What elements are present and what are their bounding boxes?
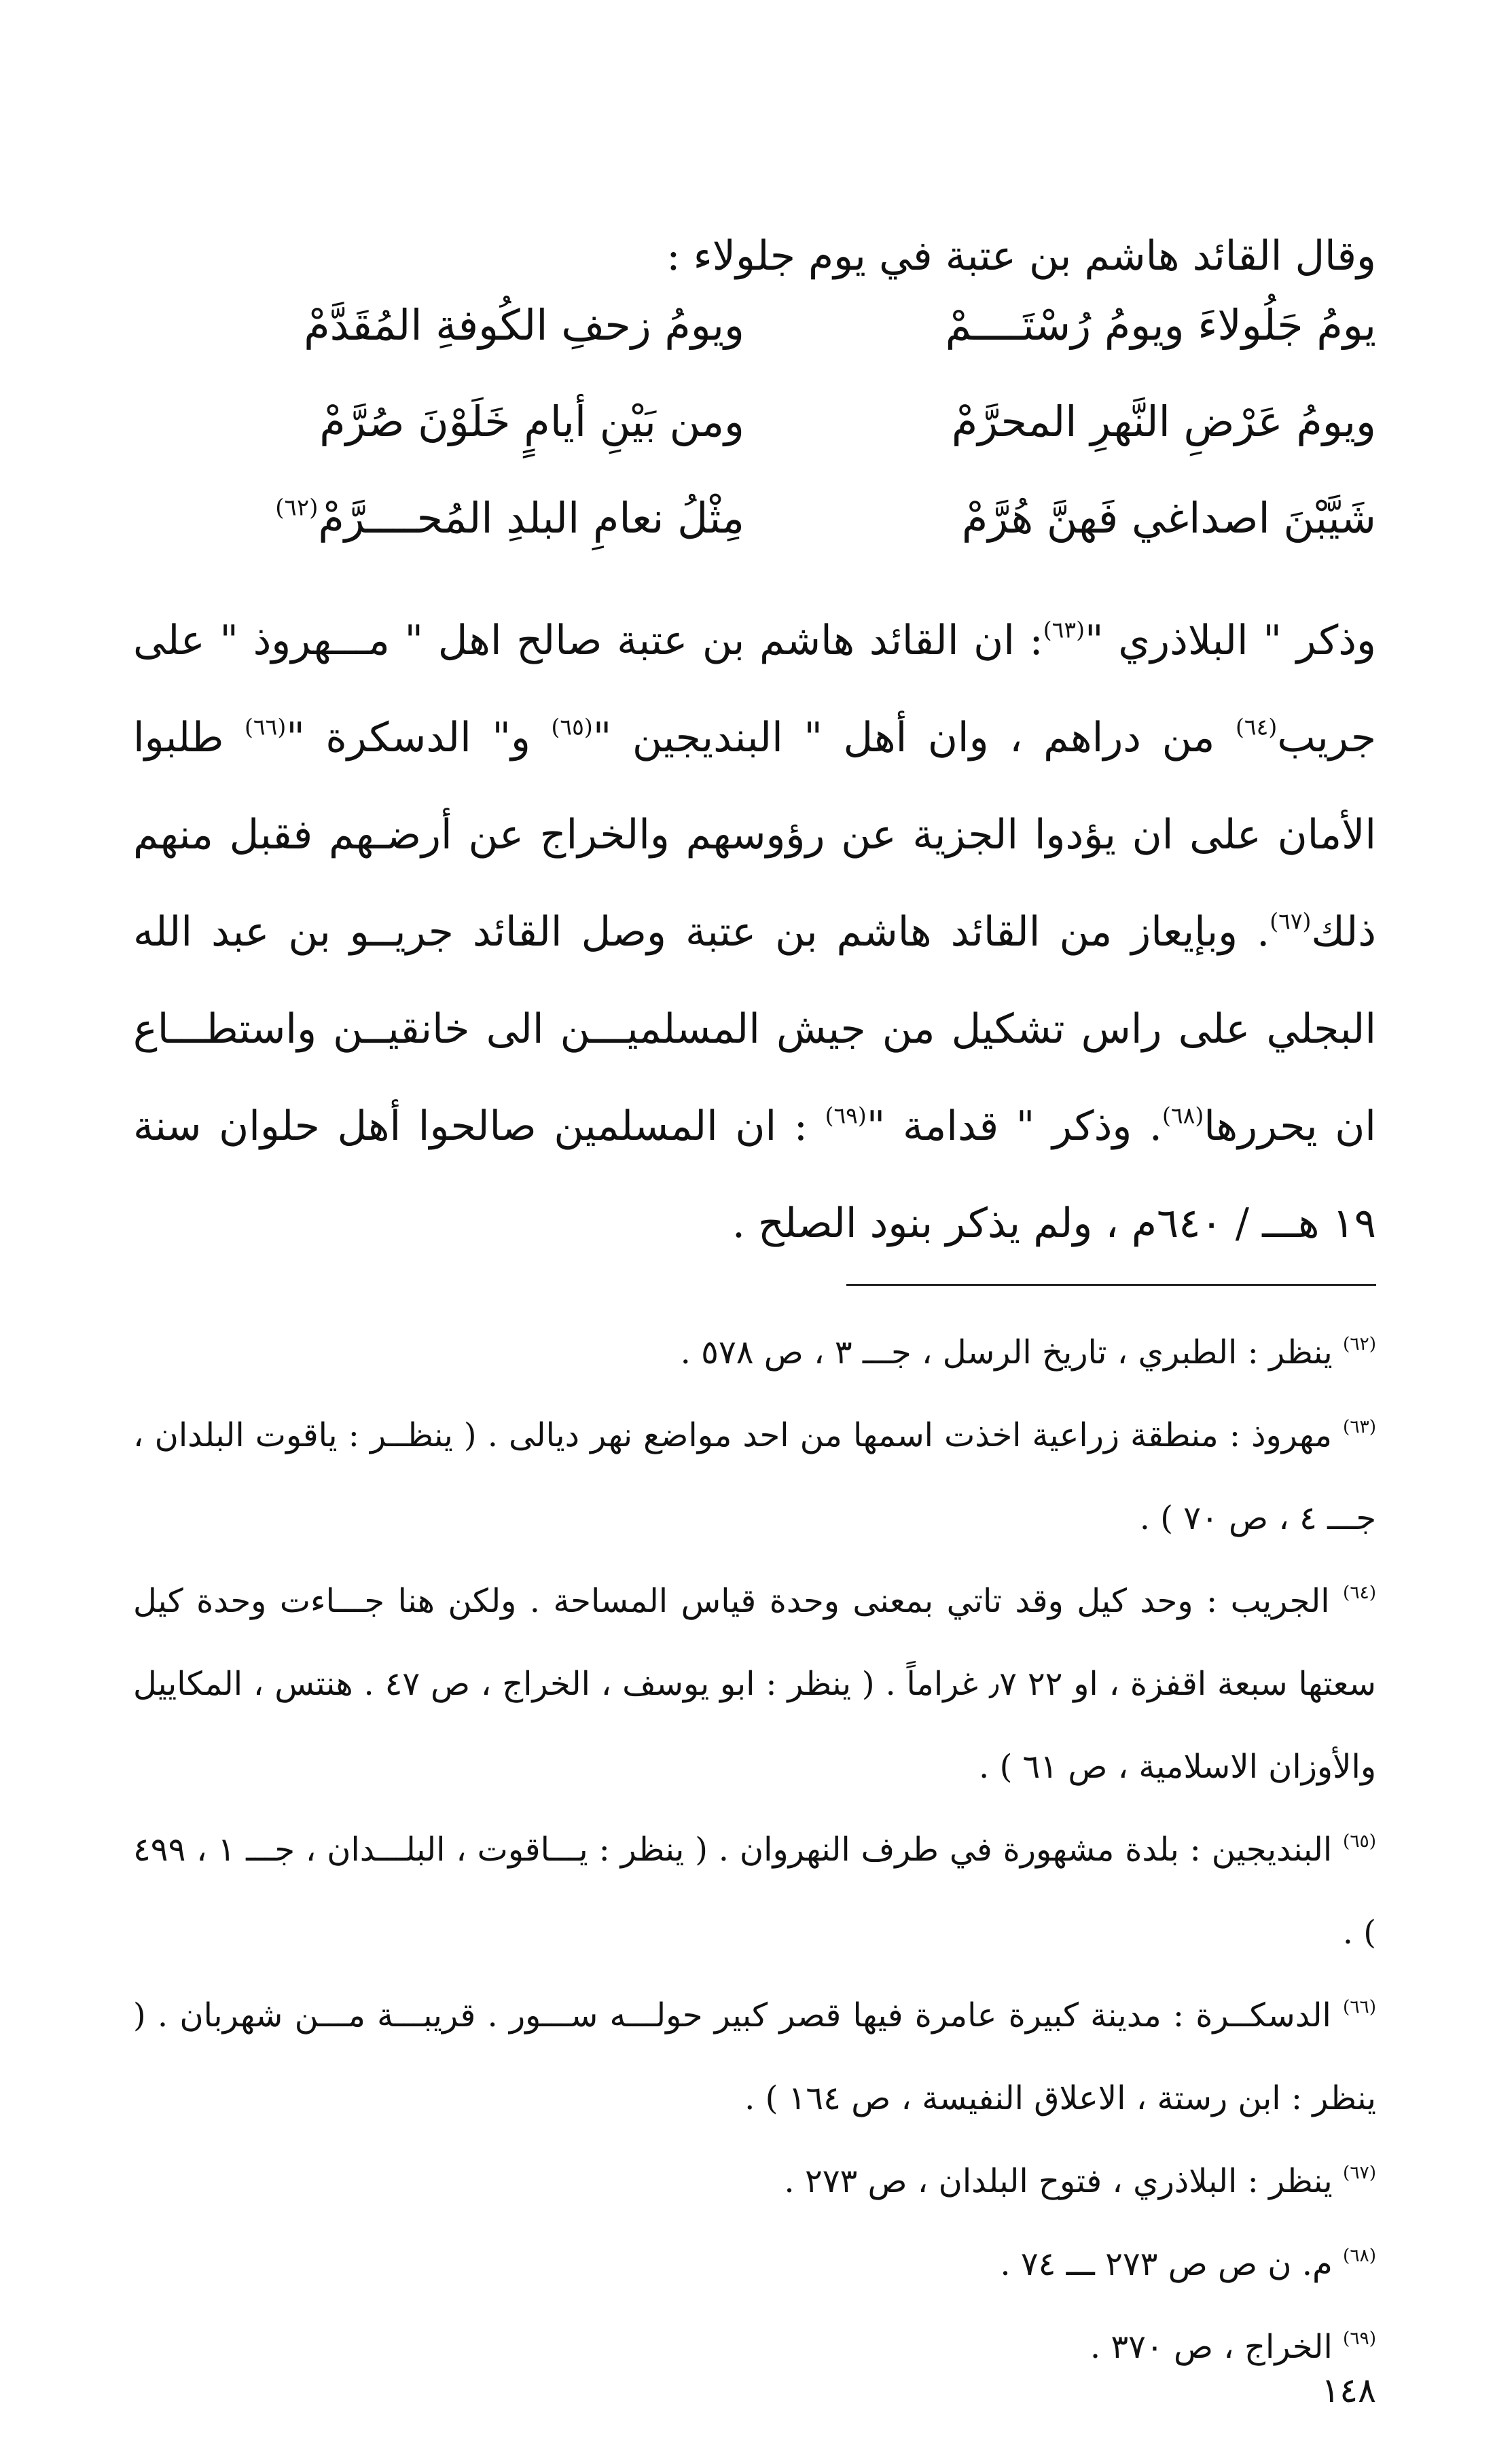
footnote-text: الجريب : وحد كيل وقد تاتي بمعنى وحدة قياس المساحة . ولكن هنا جـــاءت وحدة كيل سعتها سبعة اقفزة ، او ٢٢ ٫٧ غراماً . ( ينظر : ابو يوسف ، الخراج ، ص ٤٧ . هنتس ، المكاييل والأوزان الاسلامية ، ص ٦١ ) . <box>133 1582 1377 1786</box>
footnote-text: الدسكــرة : مدينة كبيرة عامرة فيها قصر كبير حولـــه ســـور . قريبـــة مـــن شهربان . ( ينظر : ابن رستة ، الاعلاق النفيسة ، ص ١٦٤ ) . <box>133 1996 1376 2117</box>
footnote-text: م. ن ص ص ٢٧٣ ـــ ٧٤ . <box>1000 2245 1333 2283</box>
verse-2-first-hemistich: ويومُ عَرْضِ النَّهرِ المحرَّمْ <box>951 397 1376 446</box>
footnote-number: (٦٥) <box>1343 1831 1376 1852</box>
paragraph-segment-3: من دراهم ، وان أهل " البنديجين " <box>592 714 1236 761</box>
footnote-63 <box>133 1394 1376 1560</box>
footnote-text: ينظر : الطبري ، تاريخ الرسل ، جـــ ٣ ، ص ٥٧٨ . <box>680 1333 1333 1371</box>
footnote-number: (٦٨) <box>1343 2245 1376 2267</box>
footnote-number: (٦٦) <box>1343 1996 1376 2018</box>
footnote-62 <box>133 1311 1376 1394</box>
paragraph-text <box>133 592 1376 1272</box>
footnote-ref-64: (٦٤) <box>1236 713 1278 740</box>
verse-1-second-hemistich: ويومُ زحفِ الكُوفةِ المُقَدَّمْ <box>304 300 744 350</box>
footnotes <box>133 1311 1376 2388</box>
footnote-text: مهروذ : منطقة زراعية اخذت اسمها من احد مواضع نهر ديالى . ( ينظــر : ياقوت البلدان ، جـــ ٤ ، ص ٧٠ ) . <box>133 1416 1376 1537</box>
footnote-ref-65: (٦٥) <box>551 713 593 740</box>
footnote-64 <box>133 1560 1376 1808</box>
verse-2-second-hemistich: ومن بَيْنِ أيامٍ خَلَوْنَ صُرَّمْ <box>319 397 744 446</box>
footnote-69 <box>133 2306 1376 2388</box>
footnote-text: ينظر : البلاذري ، فتوح البلدان ، ص ٢٧٣ . <box>784 2162 1333 2200</box>
verse-1-first-hemistich: يومُ جَلُولاءَ ويومُ رُسْتَــــمْ <box>945 300 1376 350</box>
footnote-67 <box>133 2140 1376 2223</box>
footnote-number: (٦٢) <box>1343 1333 1376 1355</box>
footnote-65 <box>133 1808 1376 1974</box>
paragraph-segment-5: طلبوا الأمان على ان يؤدوا الجزية عن رؤوسهم والخراج عن أرضـهم فقبل منهم ذلك <box>133 714 1376 956</box>
paragraph-segment-4: و" الدسكرة " <box>286 714 552 761</box>
paragraph-segment-6: . وبإيعاز من القائد هاشم بن عتبة وصل القائد جريــو بن عبد الله البجلي على راس تشكيل من جيش المسلميـــن الى خانقيــن واستطـــاع ان يحررها <box>133 908 1376 1150</box>
footnote-number: (٦٩) <box>1343 2328 1376 2350</box>
footnote-ref-68: (٦٨) <box>1162 1102 1204 1129</box>
footnote-ref-69: (٦٩) <box>825 1102 867 1129</box>
footnote-text: الخراج ، ص ٣٧٠ . <box>1090 2328 1333 2366</box>
paragraph-segment-7: . وذكر " قدامة " <box>866 1102 1162 1150</box>
verse-3-second-hemistich-wrap <box>133 493 744 543</box>
verse-3 <box>133 493 1376 590</box>
paragraph-segment-8: : ان المسلمين صالحوا أهل حلوان سنة ١٩ هـــ / ٦٤٠م ، ولم يذكر بنود الصلح . <box>133 1102 1376 1247</box>
page-number: ١٤٨ <box>1321 2371 1376 2410</box>
verse-2 <box>133 397 1376 493</box>
footnote-ref-63: (٦٣) <box>1043 616 1085 643</box>
footnote-ref-67: (٦٧) <box>1270 908 1312 935</box>
footnote-ref-66: (٦٦) <box>244 713 287 740</box>
footnote-66 <box>133 1974 1376 2140</box>
body-paragraph <box>133 592 1376 1272</box>
footnote-number: (٦٧) <box>1343 2162 1376 2184</box>
footnote-number: (٦٤) <box>1343 1582 1376 1604</box>
footnote-separator <box>846 1284 1376 1286</box>
intro-line: وقال القائد هاشم بن عتبة في يوم جلولاء : <box>666 232 1376 280</box>
footnote-ref-62: (٦٢) <box>275 494 319 522</box>
poem <box>133 300 1376 590</box>
footnote-number: (٦٣) <box>1343 1416 1376 1438</box>
footnote-68 <box>133 2223 1376 2306</box>
verse-3-first-hemistich: شَيَّبْنَ اصداغي فَهنَّ هُرَّمْ <box>961 493 1376 543</box>
paragraph-segment-1: وذكر " البلاذري " <box>1084 617 1376 664</box>
verse-1 <box>133 300 1376 397</box>
paragraph-segment-2: : ان القائد هاشم بن عتبة صالح اهل " مـــهروذ " على جريب <box>133 617 1377 761</box>
footnote-text: البنديجين : بلدة مشهورة في طرف النهروان . ( ينظر : يـــاقوت ، البلـــدان ، جـــ ١ ، ٤٩٩ ) . <box>133 1831 1376 1952</box>
verse-3-second-hemistich: مِثْلُ نعامِ البلدِ المُحــــرَّمْ <box>318 493 744 543</box>
